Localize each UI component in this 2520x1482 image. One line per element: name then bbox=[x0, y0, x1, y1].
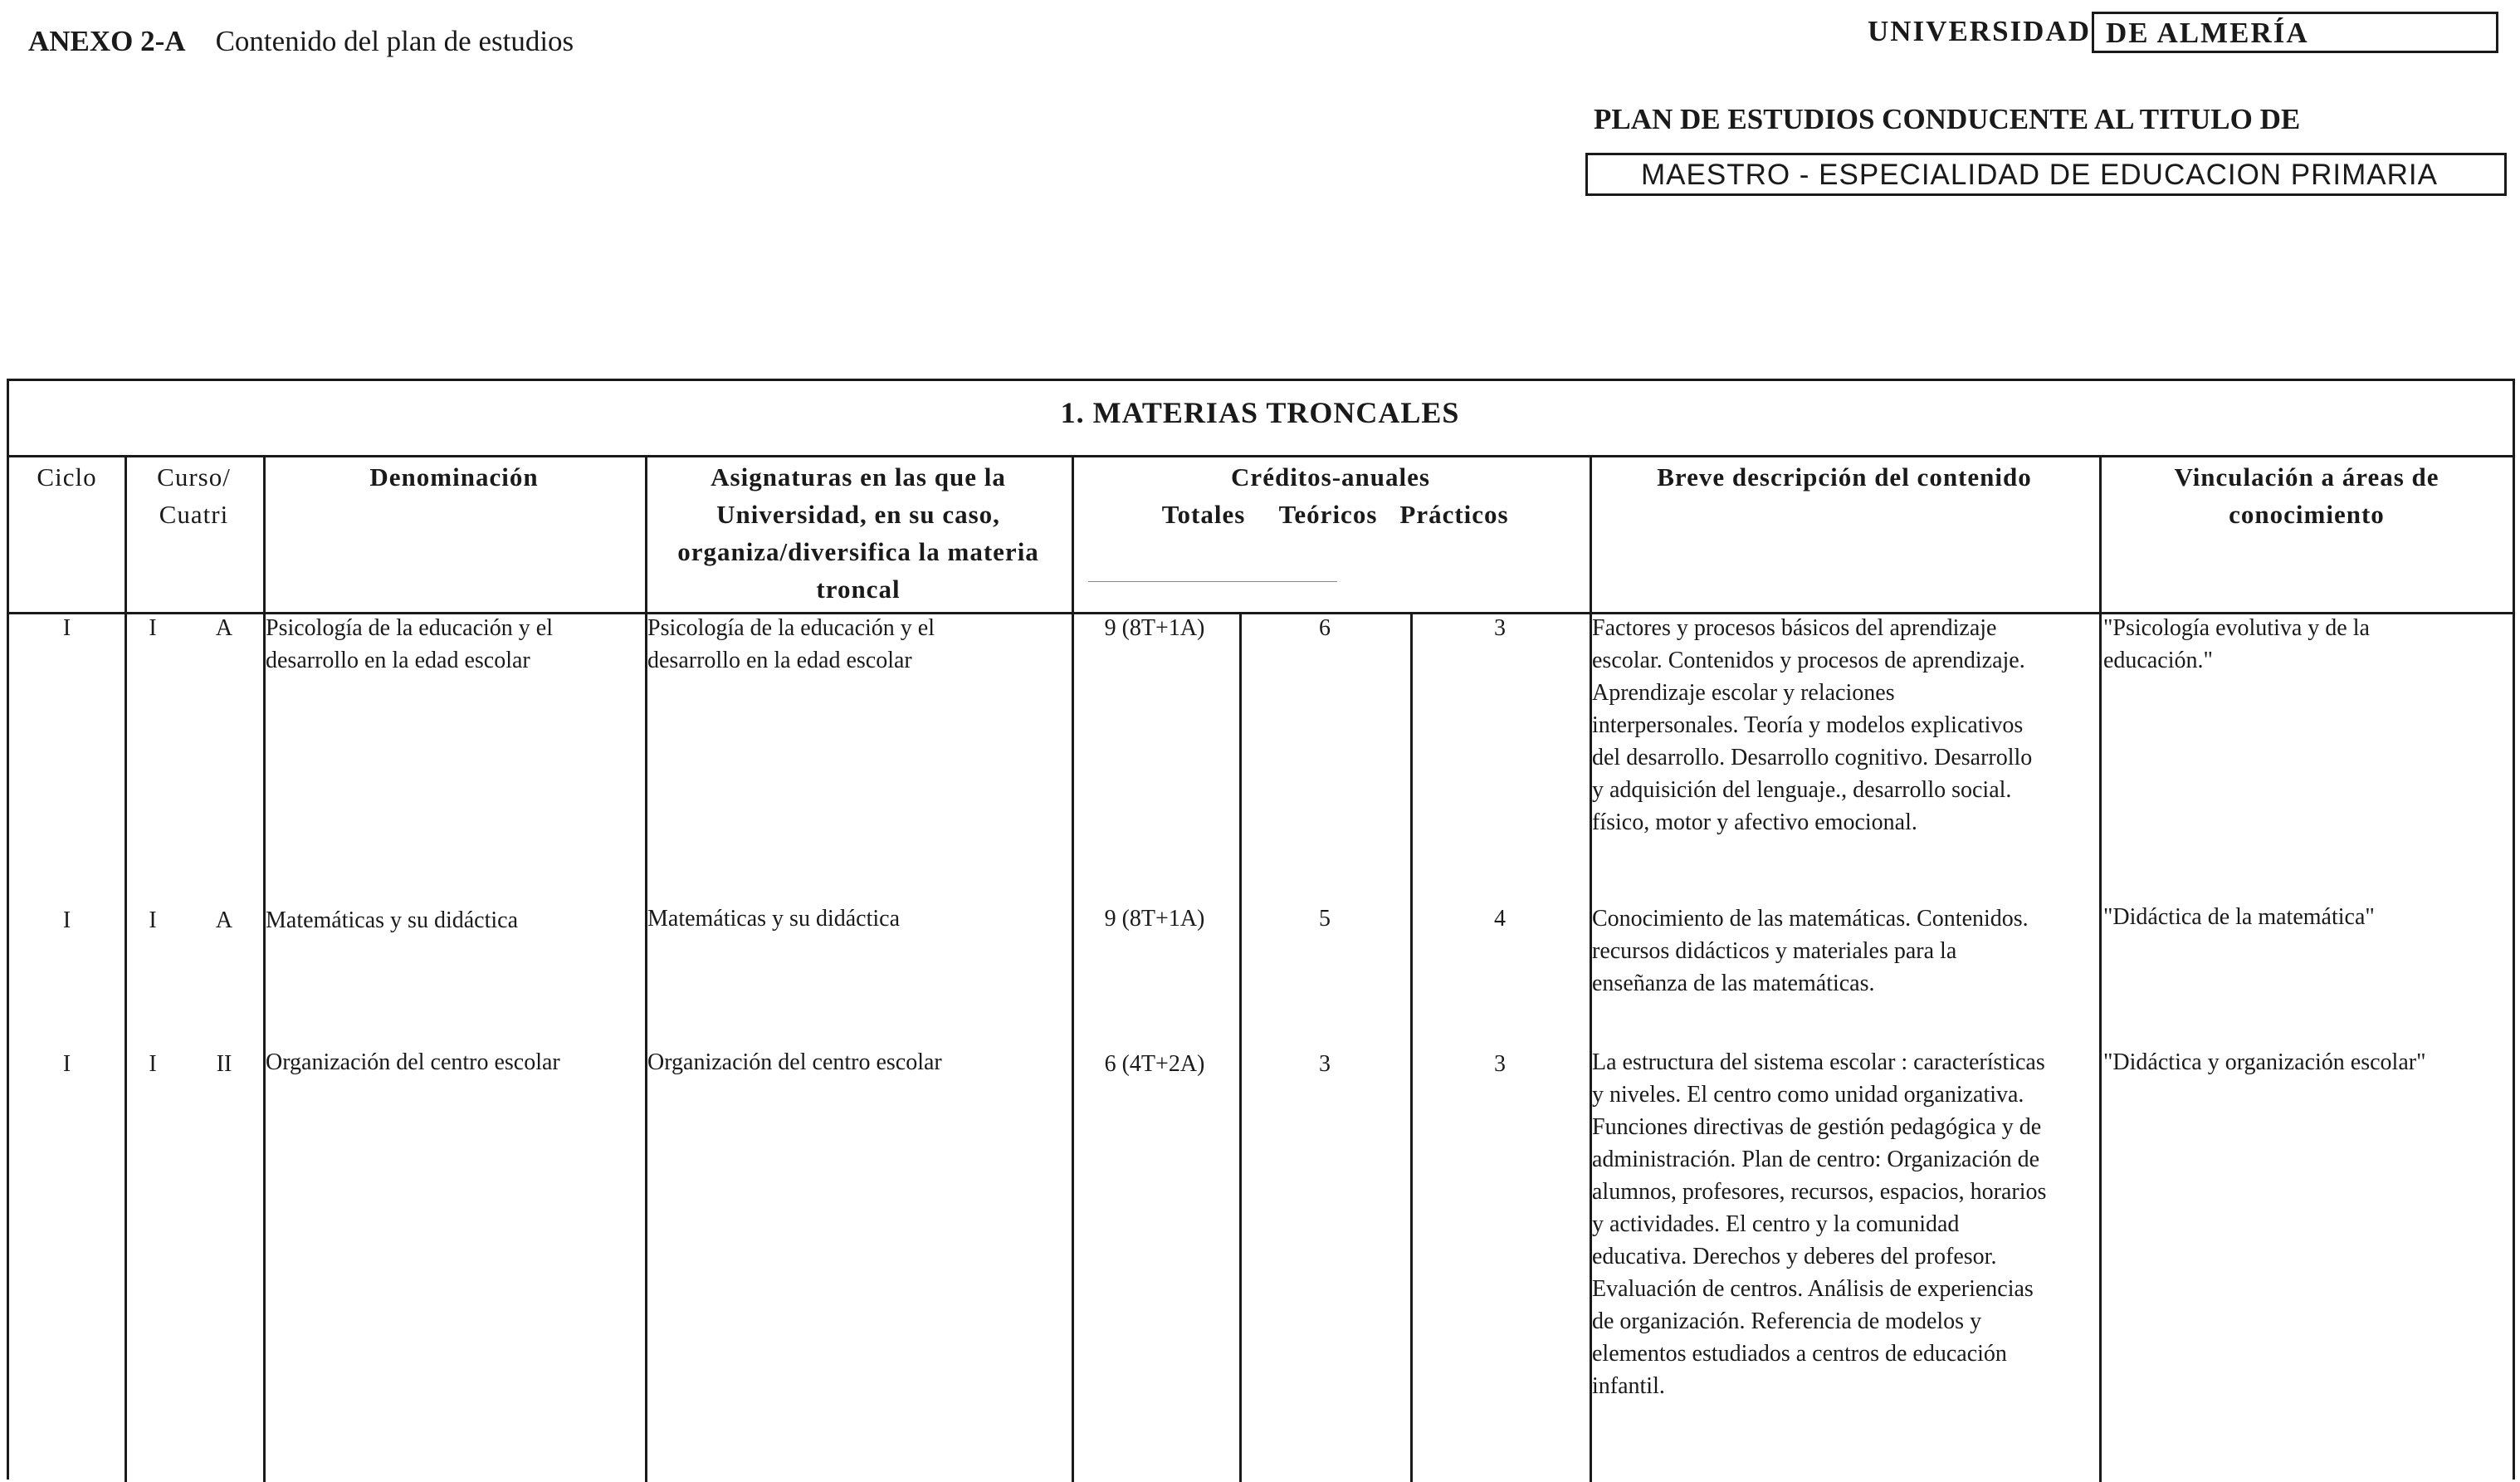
row1-totales: 9 (8T+1A) bbox=[1104, 615, 1205, 641]
row1-denominacion-line1: Psicología de la educación y el bbox=[266, 615, 553, 641]
row1-vinculacion bbox=[2103, 612, 2510, 677]
header-totales: Totales bbox=[1161, 500, 1246, 529]
col-sep-totales bbox=[1239, 612, 1242, 1482]
header-denominacion: Denominación bbox=[369, 462, 539, 492]
row3-teoricos: 3 bbox=[1319, 1051, 1331, 1077]
degree-box bbox=[1585, 153, 2507, 196]
row2-desc-line2: recursos didácticos y materiales para la bbox=[1592, 938, 1957, 964]
plan-title: PLAN DE ESTUDIOS CONDUCENTE AL TITULO DE bbox=[1594, 103, 2301, 135]
col-sep-ciclo bbox=[125, 455, 127, 1482]
row1-ciclo: I bbox=[62, 615, 71, 641]
row3-desc-line7: educativa. Derechos y deberes del profesor. bbox=[1592, 1244, 1997, 1269]
row2-practicos: 4 bbox=[1494, 906, 1506, 932]
row1-curso: I bbox=[149, 615, 157, 641]
header-curso-line2: Cuatri bbox=[159, 500, 229, 529]
university-name-box bbox=[2092, 12, 2498, 53]
row3-desc-line5: alumnos, profesores, recursos, espacios, horarios bbox=[1592, 1179, 2047, 1205]
row3-desc-line11: infantil. bbox=[1592, 1373, 1665, 1399]
section-title: 1. MATERIAS TRONCALES bbox=[1060, 396, 1460, 429]
row1-vinc-line1: "Psicología evolutiva y de la bbox=[2103, 615, 2370, 641]
header-asignaturas-line4: troncal bbox=[816, 575, 901, 604]
header-asignaturas-line1: Asignaturas en las que la bbox=[711, 462, 1006, 492]
row3-denominacion-line1: Organización del centro escolar bbox=[266, 1049, 560, 1075]
row3-desc-line10: elementos estudiados a centros de educación bbox=[1592, 1341, 2007, 1367]
row3-descripcion bbox=[1592, 1046, 2098, 1402]
col-sep-descripcion bbox=[2099, 455, 2102, 1482]
header-asignaturas bbox=[645, 458, 1072, 608]
row1-denominacion-line2: desarrollo en la edad escolar bbox=[266, 648, 530, 673]
header-vinculacion-line1: Vinculación a áreas de bbox=[2174, 462, 2439, 492]
row3-practicos: 3 bbox=[1494, 1051, 1506, 1077]
header-descripcion: Breve descripción del contenido bbox=[1657, 462, 2032, 492]
row1-descripcion bbox=[1592, 612, 2098, 839]
row2-descripcion bbox=[1592, 902, 2098, 1000]
row3-curso: I bbox=[149, 1051, 157, 1077]
annex-label: ANEXO 2-A bbox=[28, 25, 186, 57]
row2-desc-line1: Conocimiento de las matemáticas. Contenidos. bbox=[1592, 906, 2029, 932]
row3-vinculacion bbox=[2103, 1046, 2510, 1078]
row2-desc-line3: enseñanza de las matemáticas. bbox=[1592, 971, 1875, 996]
header-vinculacion-line2: conocimiento bbox=[2229, 500, 2385, 529]
row3-denominacion bbox=[266, 1046, 639, 1078]
row3-desc-line1: La estructura del sistema escolar : características bbox=[1592, 1049, 2045, 1075]
row3-desc-line6: y actividades. El centro y la comunidad bbox=[1592, 1211, 1960, 1237]
row2-denominacion-line1: Matemáticas y su didáctica bbox=[266, 907, 518, 933]
row2-totales: 9 (8T+1A) bbox=[1104, 906, 1205, 932]
row1-desc-line6: y adquisición del lenguaje., desarrollo social. bbox=[1592, 777, 2012, 803]
row1-cuatri: A bbox=[215, 615, 233, 641]
row1-asignatura-line2: desarrollo en la edad escolar bbox=[647, 648, 912, 673]
col-sep-asignaturas bbox=[1072, 455, 1074, 1482]
row1-desc-line2: escolar. Contenidos y procesos de aprendizaje. bbox=[1592, 648, 2025, 673]
row3-desc-line3: Funciones directivas de gestión pedagógica y de bbox=[1592, 1114, 2042, 1140]
col-sep-teoricos bbox=[1410, 612, 1413, 1482]
row3-ciclo: I bbox=[62, 1051, 71, 1077]
header-curso bbox=[125, 458, 263, 533]
header-practicos: Prácticos bbox=[1399, 500, 1509, 529]
row2-cuatri: A bbox=[215, 907, 233, 933]
row3-asignatura bbox=[647, 1046, 1067, 1078]
row3-asignatura-line1: Organización del centro escolar bbox=[647, 1049, 942, 1075]
row2-asignatura-line1: Matemáticas y su didáctica bbox=[647, 906, 900, 932]
row1-vinc-line2: educación." bbox=[2103, 648, 2213, 673]
header-vinculacion bbox=[2099, 458, 2514, 533]
title-divider bbox=[9, 455, 2513, 457]
row3-desc-line2: y niveles. El centro como unidad organizativa. bbox=[1592, 1082, 2024, 1108]
header-creditos: Créditos-anuales bbox=[1231, 462, 1430, 492]
row2-curso: I bbox=[149, 907, 157, 933]
row2-vinculacion bbox=[2103, 901, 2510, 933]
degree-name: MAESTRO - ESPECIALIDAD DE EDUCACION PRIMARIA bbox=[1641, 159, 2438, 191]
row3-desc-line9: de organización. Referencia de modelos y bbox=[1592, 1308, 1982, 1334]
row2-denominacion bbox=[266, 904, 639, 937]
row3-desc-line4: administración. Plan de centro: Organización de bbox=[1592, 1147, 2040, 1172]
row3-cuatri: II bbox=[216, 1051, 232, 1077]
row3-desc-line8: Evaluación de centros. Análisis de experiencias bbox=[1592, 1276, 2034, 1302]
col-sep-curso bbox=[263, 455, 266, 1482]
row1-desc-line3: Aprendizaje escolar y relaciones bbox=[1592, 680, 1895, 706]
row1-desc-line5: del desarrollo. Desarrollo cognitivo. Desarrollo bbox=[1592, 745, 2033, 770]
row3-vinc-line1: "Didáctica y organización escolar" bbox=[2103, 1049, 2426, 1075]
header-asignaturas-line2: Universidad, en su caso, bbox=[716, 500, 1000, 529]
header-curso-line1: Curso/ bbox=[157, 462, 231, 492]
row1-teoricos: 6 bbox=[1319, 615, 1331, 641]
row1-desc-line4: interpersonales. Teoría y modelos explicativos bbox=[1592, 712, 2024, 738]
credits-sub-divider bbox=[1088, 581, 1337, 582]
row1-asignatura-line1: Psicología de la educación y el bbox=[647, 615, 935, 641]
university-name: DE ALMERÍA bbox=[2106, 17, 2309, 49]
col-sep-denominacion bbox=[645, 455, 647, 1482]
row1-denominacion bbox=[266, 612, 639, 677]
annex-title: Contenido del plan de estudios bbox=[215, 25, 574, 57]
row2-vinc-line1: "Didáctica de la matemática" bbox=[2103, 904, 2375, 930]
header-ciclo: Ciclo bbox=[37, 462, 97, 492]
annex-header bbox=[28, 25, 574, 58]
header-asignaturas-line3: organiza/diversifica la materia bbox=[677, 537, 1039, 566]
row3-totales: 6 (4T+2A) bbox=[1104, 1051, 1205, 1077]
header-teoricos: Teóricos bbox=[1278, 500, 1378, 529]
row1-desc-line1: Factores y procesos básicos del aprendizaje bbox=[1592, 615, 1997, 641]
row2-asignatura bbox=[647, 902, 1067, 935]
university-label: UNIVERSIDAD bbox=[1868, 15, 2091, 47]
row1-desc-line7: físico, motor y afectivo emocional. bbox=[1592, 809, 1917, 835]
row2-teoricos: 5 bbox=[1319, 906, 1331, 932]
row2-ciclo: I bbox=[62, 907, 71, 933]
row1-asignatura bbox=[647, 612, 1067, 677]
row1-practicos: 3 bbox=[1494, 615, 1506, 641]
